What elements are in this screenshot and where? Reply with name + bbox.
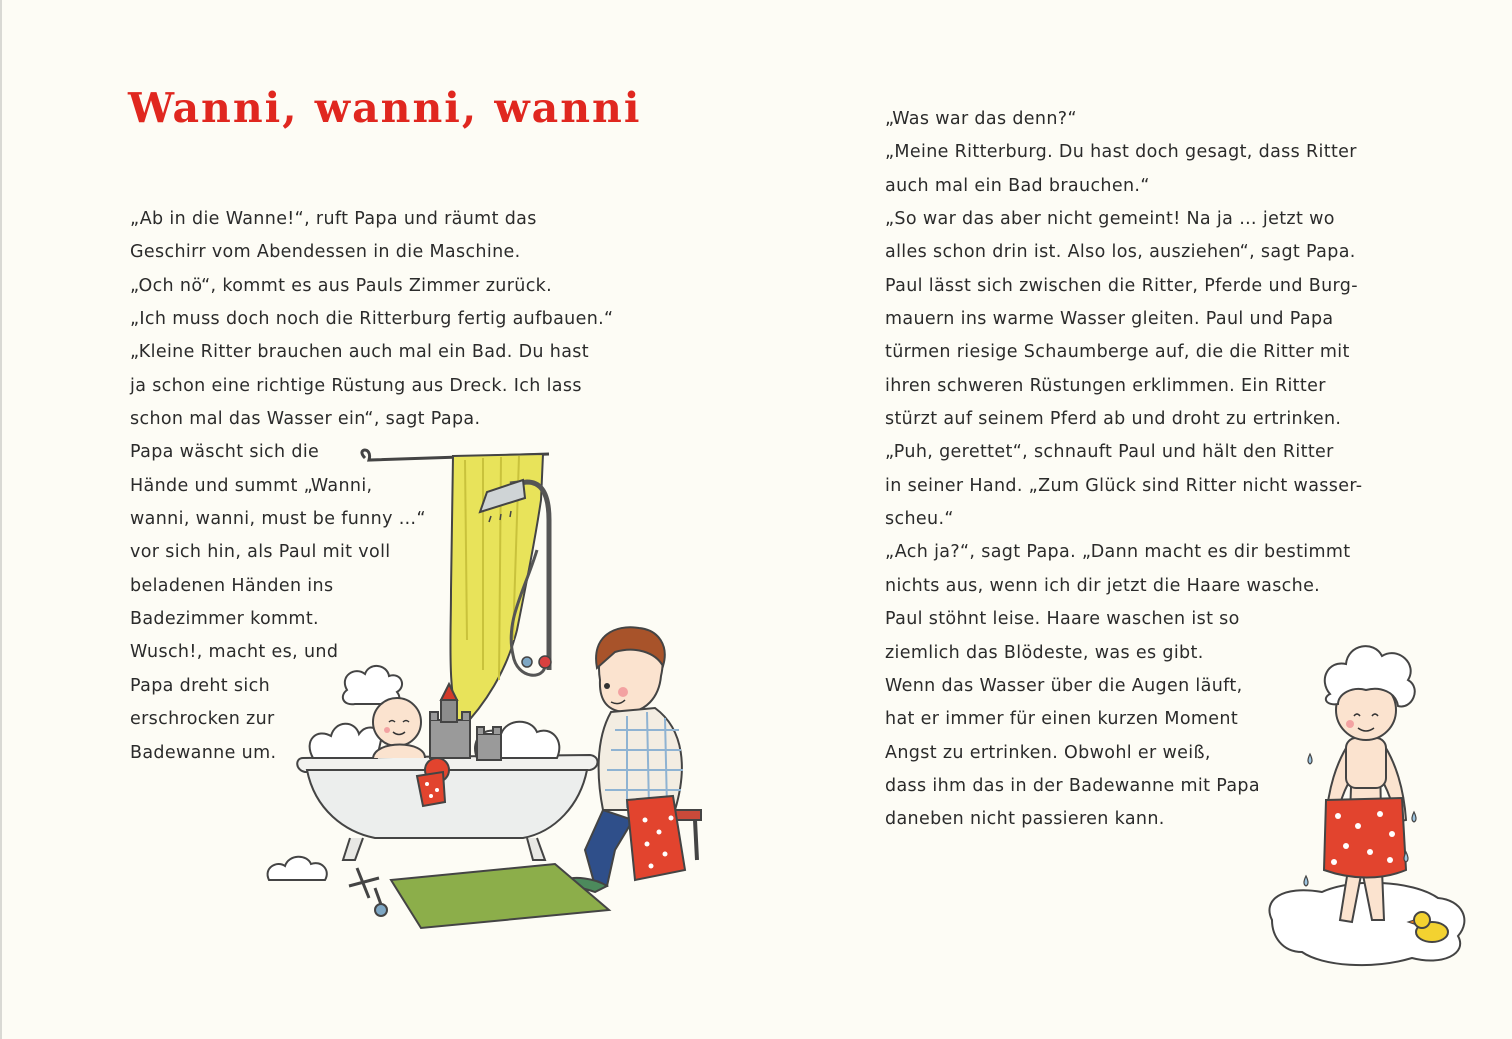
text-line: wanni, wanni, must be funny …“ (130, 509, 426, 530)
text-line: auch mal ein Bad brauchen.“ (885, 175, 1150, 196)
text-line: scheu.“ (885, 509, 954, 530)
text-line: hat er immer für einen kurzen Moment (885, 709, 1239, 730)
text-line: „Ich muss doch noch die Ritterburg fertig aufbauen.“ (130, 309, 614, 330)
text-line: ziemlich das Blödeste, was es gibt. (885, 642, 1204, 663)
text-line: ja schon eine richtige Rüstung aus Dreck. Ich lass (130, 375, 582, 396)
text-line: türmen riesige Schaumberge auf, die die Ritter mit (885, 342, 1350, 363)
text-line: Badezimmer kommt. (130, 609, 319, 630)
boy-scene-illustration (1262, 630, 1472, 975)
child-in-bath-icon (373, 698, 425, 758)
text-line: ihren schweren Rüstungen erklimmen. Ein Ritter (885, 375, 1326, 396)
text-line: beladenen Händen ins (130, 575, 334, 596)
text-line: daneben nicht passieren kann. (885, 809, 1165, 830)
text-line: stürzt auf seinem Pferd ab und droht zu ertrinken. (885, 409, 1342, 430)
text-line: Papa dreht sich (130, 675, 271, 696)
floor-foam-icon (268, 857, 327, 880)
text-line: „Ach ja?“, sagt Papa. „Dann macht es dir bestimmt (885, 542, 1351, 563)
text-line: Papa wäscht sich die (130, 442, 320, 463)
text-line: „Och nö“, kommt es aus Pauls Zimmer zurück. (130, 275, 553, 296)
text-line: schon mal das Wasser ein“, sagt Papa. (130, 409, 481, 430)
toy-plane-icon (349, 868, 387, 916)
text-line: „Puh, gerettet“, schnauft Paul und hält den Ritter (885, 442, 1334, 463)
text-line: Wenn das Wasser über die Augen läuft, (885, 675, 1243, 696)
text-line: Hände und summt „Wanni, (130, 475, 373, 496)
text-line: Badewanne um. (130, 742, 277, 763)
text-line: nichts aus, wenn ich dir jetzt die Haare wasche. (885, 575, 1321, 596)
text-line: erschrocken zur (130, 709, 275, 730)
boy-with-shampoo-icon (1324, 646, 1415, 922)
text-line: Angst zu ertrinken. Obwohl er weiß, (885, 742, 1211, 763)
text-line: alles schon drin ist. Also los, ausziehen“, sagt Papa. (885, 242, 1356, 263)
text-line: Wusch!, macht es, und (130, 642, 339, 663)
text-line: „Kleine Ritter brauchen auch mal ein Bad. Du hast (130, 342, 589, 363)
text-line: „So war das aber nicht gemeint! Na ja … jetzt wo (885, 209, 1335, 230)
text-line: Paul stöhnt leise. Haare waschen ist so (885, 609, 1240, 630)
page-edge-divider (0, 0, 2, 1039)
text-line: „Ab in die Wanne!“, ruft Papa und räumt das (130, 209, 537, 229)
text-line: Geschirr vom Abendessen in die Maschine. (130, 242, 521, 263)
text-line: mauern ins warme Wasser gleiten. Paul und Papa (885, 309, 1334, 330)
bath-scene-illustration (255, 440, 715, 940)
text-line: „Meine Ritterburg. Du hast doch gesagt, dass Ritter (885, 142, 1357, 163)
text-line: Paul lässt sich zwischen die Ritter, Pferde und Burg- (885, 275, 1358, 296)
text-line: „Was war das denn?“ (885, 109, 1077, 129)
text-line: vor sich hin, als Paul mit voll (130, 542, 391, 563)
text-line: dass ihm das in der Badewanne mit Papa (885, 775, 1260, 796)
chapter-title: Wanni, wanni, wanni (128, 84, 642, 132)
text-line: in seiner Hand. „Zum Glück sind Ritter nicht wasser- (885, 475, 1363, 496)
green-bath-mat-icon (391, 864, 609, 928)
